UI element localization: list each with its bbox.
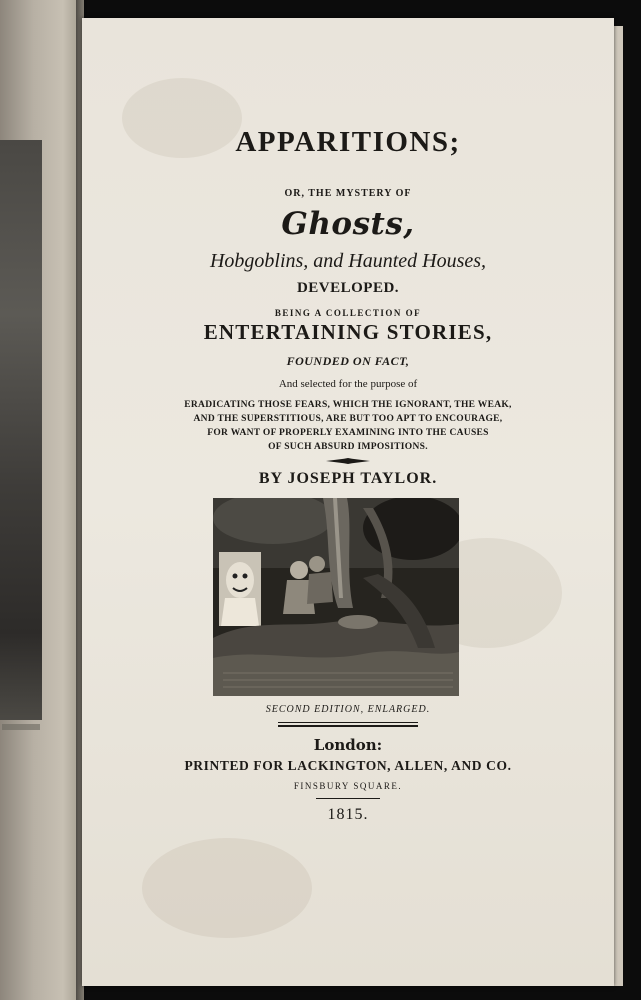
facing-page xyxy=(0,0,84,1000)
purpose-line: ERADICATING THOSE FEARS, WHICH THE IGNORANT, THE WEAK, xyxy=(184,400,512,410)
book-title: APPARITIONS; xyxy=(235,126,461,158)
founded-on-fact: FOUNDED ON FACT, xyxy=(286,354,410,368)
title-page xyxy=(82,18,614,986)
edition-line: SECOND EDITION, ENLARGED. xyxy=(265,704,431,715)
selected-line: And selected for the purpose of xyxy=(278,378,418,390)
imprint-printer: PRINTED FOR LACKINGTON, ALLEN, AND CO. xyxy=(184,758,512,773)
author-line: BY JOSEPH TAYLOR. xyxy=(258,470,438,487)
rule-thin xyxy=(278,722,418,723)
rule-thick xyxy=(278,725,418,727)
woodcut-illustration xyxy=(213,498,459,696)
purpose-line: OF SUCH ABSURD IMPOSITIONS. xyxy=(268,442,428,452)
subtitle-hobgoblins: Hobgoblins, and Haunted Houses, xyxy=(209,250,487,272)
imprint-city: London: xyxy=(313,736,383,754)
purpose-paragraph xyxy=(82,398,614,454)
purpose-line: FOR WANT OF PROPERLY EXAMINING INTO THE CAUSES xyxy=(207,428,489,438)
divider-ornament xyxy=(326,458,370,464)
imprint-year: 1815. xyxy=(327,806,369,823)
subtitle-ghosts: Ghosts, xyxy=(281,206,415,242)
frontispiece-engraving xyxy=(0,140,42,720)
entertaining-stories: ENTERTAINING STORIES, xyxy=(203,320,493,344)
rule-short xyxy=(316,798,380,799)
frontispiece-caption xyxy=(2,724,40,730)
imprint-address: FINSBURY SQUARE. xyxy=(293,781,403,791)
being-collection-line: BEING A COLLECTION OF xyxy=(274,308,422,318)
subtitle-or-line: OR, THE MYSTERY OF xyxy=(284,188,412,199)
subtitle-developed: DEVELOPED. xyxy=(296,280,400,296)
purpose-line: AND THE SUPERSTITIOUS, ARE BUT TOO APT TO ENCOURAGE, xyxy=(193,414,503,424)
